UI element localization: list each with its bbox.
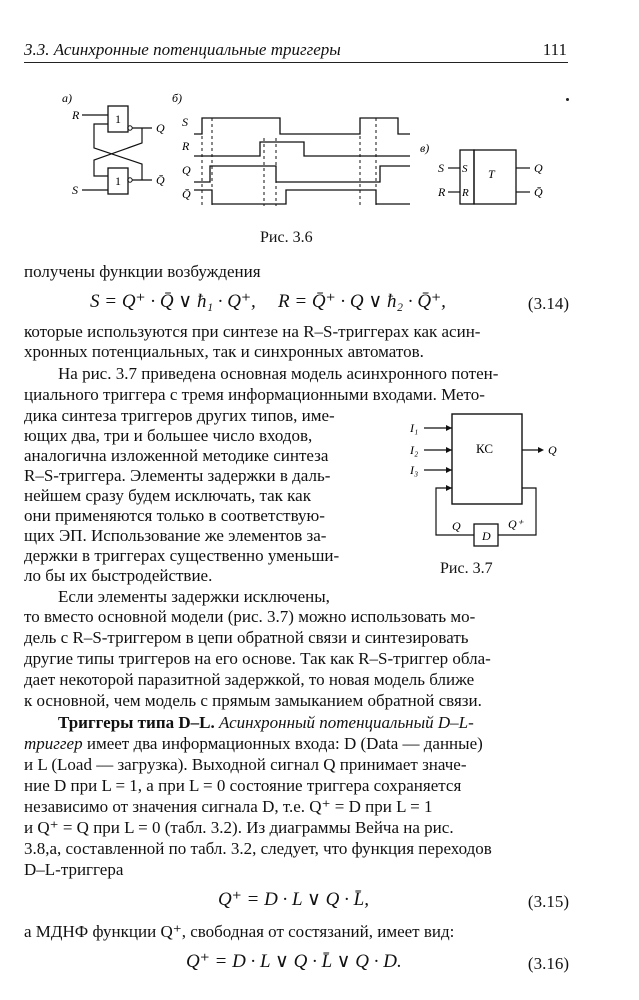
text-line: которые используются при синтезе на R–S-триггерах как асин- bbox=[24, 322, 481, 341]
input-s-label: S bbox=[72, 183, 78, 197]
equation-3-14-s: S = Q⁺ · Q̄ ∨ ħ₁ · Q⁺, bbox=[90, 291, 256, 312]
cross-wire-1 bbox=[94, 128, 142, 176]
text-line: к основной, чем модель с прямым замыканием обратной связи. bbox=[24, 691, 482, 710]
equation-number-3-15: (3.15) bbox=[527, 892, 569, 911]
equation-3-15: Q⁺ = D · L ∨ Q · L̄, bbox=[218, 889, 369, 910]
header-rule bbox=[24, 62, 568, 63]
gate-label-top: 1 bbox=[115, 112, 121, 126]
timing-s-wave bbox=[194, 118, 410, 134]
timing-r-label: R bbox=[182, 139, 190, 153]
equation-number-3-16: (3.16) bbox=[527, 954, 569, 973]
timing-r-wave bbox=[194, 142, 410, 156]
v-qbar-out: Q̄ bbox=[534, 185, 543, 199]
text-line: щих ЭП. Использование же элементов за- bbox=[24, 526, 327, 545]
input-r-label: R bbox=[72, 108, 80, 122]
timing-s-label: S bbox=[182, 115, 188, 129]
text-line: D–L-триггера bbox=[24, 860, 124, 879]
input-i3-label: I₃ bbox=[410, 463, 419, 477]
panel-v-label: в) bbox=[420, 141, 430, 155]
text-line: 3.8,а, составленной по табл. 3.2, следует, что функция переходов bbox=[24, 839, 492, 858]
text-line: то вместо основной модели (рис. 3.7) можно использовать мо- bbox=[24, 607, 476, 626]
text-line: хронных потенциальных, так и синхронных автоматов. bbox=[24, 342, 424, 361]
text-line: дика синтеза триггеров других типов, име- bbox=[24, 406, 335, 425]
section-heading: Триггеры типа D–L. bbox=[58, 713, 215, 732]
v-s-outer: S bbox=[438, 161, 444, 175]
feedback-qplus-label: Q⁺ bbox=[508, 517, 523, 531]
text-line: циального триггера с тремя информационными входами. Мето- bbox=[24, 385, 485, 404]
text-line: получены функции возбуждения bbox=[24, 262, 261, 281]
figure-3-6 bbox=[60, 88, 580, 228]
text-line: ние D при L = 1, а при L = 0 состояние триггера сохраняется bbox=[24, 776, 462, 795]
text-line: и Q⁺ = Q при L = 0 (табл. 3.2). Из диаграммы Вейча на рис. bbox=[24, 818, 454, 837]
timing-q-wave bbox=[194, 166, 410, 182]
t-block bbox=[474, 150, 516, 204]
t-label: T bbox=[488, 167, 495, 181]
input-i1-label: I₁ bbox=[410, 421, 419, 435]
italic-term: триггер bbox=[24, 734, 83, 753]
timing-q-label: Q bbox=[182, 163, 191, 177]
text-line: другие типы триггеров на его основе. Так как R–S-триггер обла- bbox=[24, 649, 491, 668]
output-q-label: Q bbox=[156, 121, 165, 135]
gate-label-bottom: 1 bbox=[115, 174, 121, 188]
output-q-label: Q bbox=[548, 443, 557, 457]
figure-3-7 bbox=[400, 408, 570, 558]
text-line: независимо от значения сигнала D, т.е. Q⁺ = D при L = 1 bbox=[24, 797, 433, 816]
timing-qbar-wave bbox=[194, 190, 410, 204]
ks-label: КС bbox=[476, 441, 494, 456]
text-line: ющих два, три и большее число входов, bbox=[24, 426, 313, 445]
timing-qbar-label: Q̄ bbox=[182, 187, 191, 201]
text-line: дель с R–S-триггером в цепи обратной связи и синтезировать bbox=[24, 628, 469, 647]
figure-3-7-caption: Рис. 3.7 bbox=[440, 560, 493, 577]
text-line: Если элементы задержки исключены, bbox=[58, 587, 330, 606]
v-r-inner: R bbox=[462, 187, 469, 199]
v-r-outer: R bbox=[438, 185, 446, 199]
text-line: дает некоторой паразитной задержкой, то новая модель ближе bbox=[24, 670, 475, 689]
feedback-q-label: Q bbox=[452, 519, 461, 533]
text-line: они применяются только в соответствую- bbox=[24, 506, 325, 525]
page-number: 111 bbox=[542, 40, 567, 59]
text-line: нейшем сразу будем исключать, так как bbox=[24, 486, 311, 505]
panel-b-label: б) bbox=[172, 91, 183, 105]
text-line: держки в триггерах существенно уменьши- bbox=[24, 546, 340, 565]
text-line: и L (Load — загрузка). Выходной сигнал Q принимает значе- bbox=[24, 755, 467, 774]
output-qbar-label: Q̄ bbox=[156, 173, 165, 187]
running-header-title: 3.3. Асинхронные потенциальные триггеры bbox=[24, 40, 341, 59]
text-line: а МДНФ функции Q⁺, свободная от состязаний, имеет вид: bbox=[24, 922, 455, 941]
timing-dashed-markers bbox=[202, 118, 376, 206]
v-s-inner: S bbox=[462, 163, 468, 175]
panel-a-label: а) bbox=[62, 91, 72, 105]
equation-3-16: Q⁺ = D · L ∨ Q · L̄ ∨ Q · D. bbox=[186, 951, 402, 972]
ks-block bbox=[452, 414, 522, 504]
figure-3-6-caption: Рис. 3.6 bbox=[260, 229, 313, 246]
text-line bbox=[58, 713, 474, 733]
equation-number-3-14: (3.14) bbox=[527, 294, 569, 313]
equation-3-14-r: R = Q̄⁺ · Q ∨ ħ₂ · Q̄⁺, bbox=[278, 291, 446, 312]
input-i2-label: I₂ bbox=[410, 443, 419, 457]
text-line: На рис. 3.7 приведена основная модель асинхронного потен- bbox=[58, 364, 499, 383]
italic-term: Асинхронный потенциальный D–L- bbox=[219, 713, 474, 732]
text-line: аналогична изложенной методике синтеза bbox=[24, 446, 329, 465]
delay-label: D bbox=[482, 529, 491, 543]
text-fragment: имеет два информационных входа: D (Data — данные) bbox=[86, 734, 483, 753]
text-line: R–S-триггера. Элементы задержки в даль- bbox=[24, 466, 331, 485]
text-line: ло бы их быстродействие. bbox=[24, 566, 213, 585]
v-q-out: Q bbox=[534, 161, 543, 175]
text-line bbox=[24, 734, 483, 754]
